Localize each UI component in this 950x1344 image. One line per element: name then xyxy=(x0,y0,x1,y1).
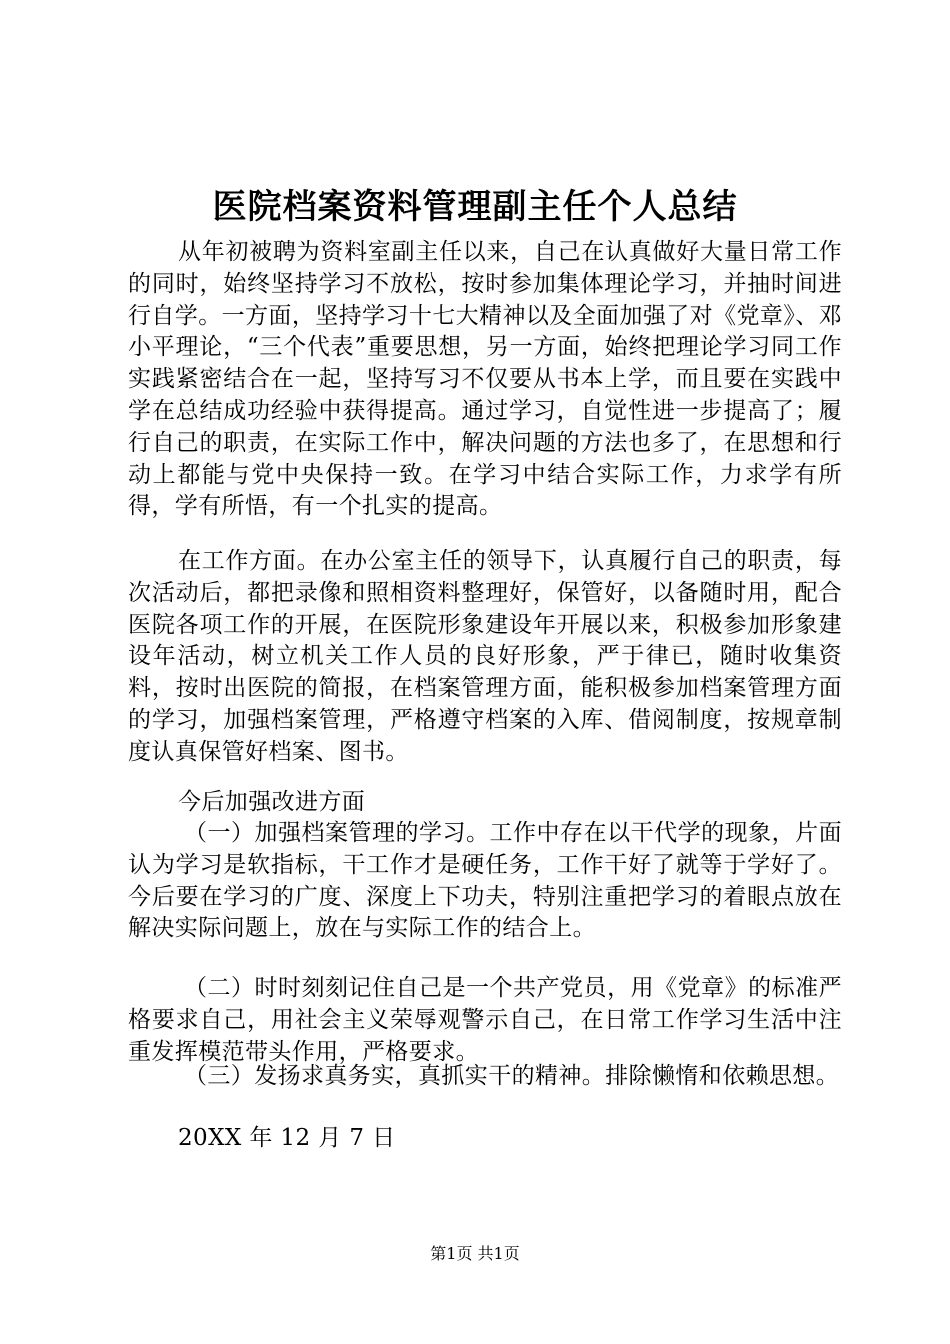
paragraph-work: 在工作方面。在办公室主任的领导下，认真履行自己的职责，每次活动后，都把录像和照相资料整理好，保管好，以备随时用，配合医院各项工作的开展，在医院形象建设年开展以来，积极参加形象建设年活动，树立机关工作人员的良好形象，严于律已，随时收集资料，按时出医院的简报，在档案管理方面，能积极参加档案管理方面的学习，加强档案管理，严格遵守档案的入库、借阅制度，按规章制度认真保管好档案、图书。 xyxy=(128,548,842,765)
document-date: 20XX 年 12 月 7 日 xyxy=(178,1125,396,1151)
paragraph-study: 从年初被聘为资料室副主任以来，自己在认真做好大量日常工作的同时，始终坚持学习不放松，按时参加集体理论学习，并抽时间进行自学。一方面，坚持学习十七大精神以及全面加强了对《党章》、邓小平理论，“三个代表”重要思想，另一方面，始终把理论学习同工作实践紧密结合在一起，坚持写习不仅要从书本上学，而且要在实践中学在总结成功经验中获得提高。通过学习，自觉性进一步提高了；履行自己的职责，在实际工作中，解决问题的方法也多了，在思想和行动上都能与党中央保持一致。在学习中结合实际工作，力求学有所得，学有所悟，有一个扎实的提高。 xyxy=(128,239,842,520)
improvement-item-3: （三）发扬求真务实，真抓实干的精神。排除懒惰和依赖思想。 xyxy=(184,1063,840,1089)
page-footer: 第1页 共1页 xyxy=(430,1244,520,1263)
improvement-item-2: （二）时时刻刻记住自己是一个共产党员，用《党章》的标准严格要求自己，用社会主义荣辱观警示自己，在日常工作学习生活中注重发挥模范带头作用，严格要求。 xyxy=(128,975,842,1065)
section-heading-improvement: 今后加强改进方面 xyxy=(178,789,366,815)
improvement-item-1: （一）加强档案管理的学习。工作中存在以干代学的现象，片面认为学习是软指标，干工作才是硬任务，工作干好了就等于学好了。今后要在学习的广度、深度上下功夫，特别注重把学习的着眼点放在解决实际问题上，放在与实际工作的结合上。 xyxy=(128,820,842,942)
document-title: 医院档案资料管理副主任个人总结 xyxy=(212,187,738,227)
